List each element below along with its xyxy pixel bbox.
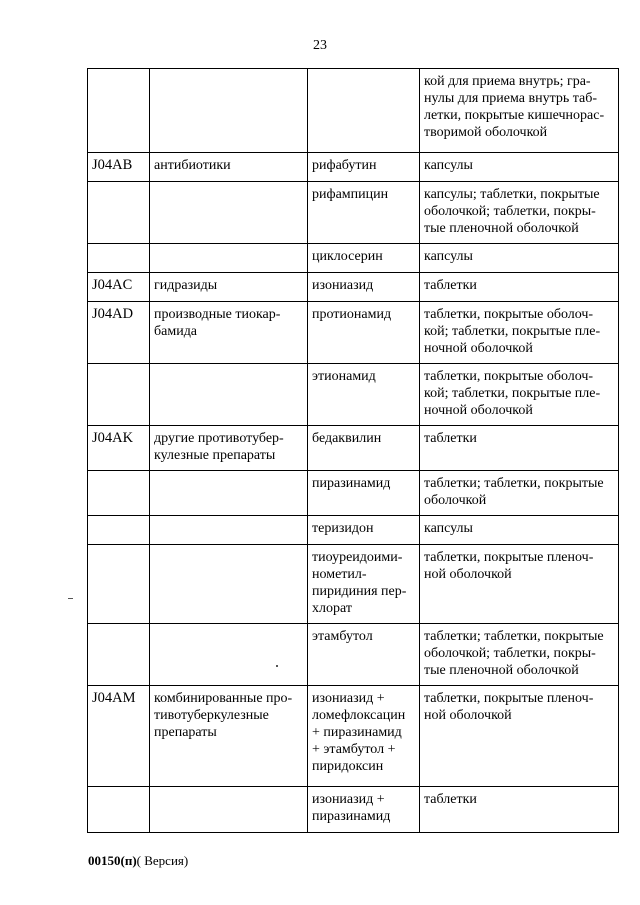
cell-form: таблетки, покрытые пленоч- ной оболочкой — [420, 545, 619, 624]
cell-drug: этионамид — [308, 364, 420, 426]
table-row — [88, 182, 619, 244]
cell-code — [88, 244, 150, 273]
cell-form: таблетки, покрытые оболоч- кой; таблетки, покрытые пле- ночной оболочкой — [420, 364, 619, 426]
cell-form: капсулы; таблетки, покрытые оболочкой; таблетки, покры- тые пленочной оболочкой — [420, 182, 619, 244]
table-row — [88, 471, 619, 516]
cell-group: антибиотики — [150, 153, 308, 182]
cell-code — [88, 69, 150, 153]
cell-drug: тиоуреидоими- нометил- пиридиния пер- хлорат — [308, 545, 420, 624]
cell-code — [88, 364, 150, 426]
cell-drug: рифабутин — [308, 153, 420, 182]
cell-form: таблетки — [420, 273, 619, 302]
cell-code — [88, 516, 150, 545]
drug-table — [87, 68, 619, 833]
cell-group — [150, 516, 308, 545]
cell-group — [150, 787, 308, 833]
cell-form: капсулы — [420, 516, 619, 545]
cell-form: капсулы — [420, 244, 619, 273]
cell-code — [88, 471, 150, 516]
cell-group: гидразиды — [150, 273, 308, 302]
footer-code: 00150(п) — [88, 853, 137, 868]
cell-form: капсулы — [420, 153, 619, 182]
table-row — [88, 244, 619, 273]
page-number: 23 — [313, 38, 327, 53]
cell-group — [150, 69, 308, 153]
cell-form: таблетки — [420, 426, 619, 471]
cell-drug: теризидон — [308, 516, 420, 545]
cell-form: таблетки; таблетки, покрытые оболочкой — [420, 471, 619, 516]
cell-code: J04AK — [88, 426, 150, 471]
cell-drug: рифампицин — [308, 182, 420, 244]
cell-form: таблетки; таблетки, покрытые оболочкой; таблетки, покры- тые пленочной оболочкой — [420, 624, 619, 686]
cell-group — [150, 471, 308, 516]
table-row — [88, 624, 619, 686]
cell-code — [88, 182, 150, 244]
table-row — [88, 153, 619, 182]
cell-drug: изониазид + пиразинамид — [308, 787, 420, 833]
table-row — [88, 364, 619, 426]
table-row — [88, 426, 619, 471]
table-row — [88, 686, 619, 787]
cell-drug: этамбутол — [308, 624, 420, 686]
table-row — [88, 273, 619, 302]
scan-speck — [276, 665, 278, 667]
cell-code — [88, 624, 150, 686]
table-row — [88, 302, 619, 364]
table-row — [88, 69, 619, 153]
cell-drug: бедаквилин — [308, 426, 420, 471]
cell-code: J04AM — [88, 686, 150, 787]
cell-drug: протионамид — [308, 302, 420, 364]
cell-code: J04AD — [88, 302, 150, 364]
cell-drug: изониазид + ломефлоксацин + пиразинамид + этамбутол + пиридоксин — [308, 686, 420, 787]
cell-group: другие противотубер- кулезные препараты — [150, 426, 308, 471]
cell-drug — [308, 69, 420, 153]
footer-label: ( Версия) — [136, 853, 189, 868]
table-row — [88, 545, 619, 624]
cell-form: таблетки — [420, 787, 619, 833]
cell-group — [150, 182, 308, 244]
cell-drug: изониазид — [308, 273, 420, 302]
cell-group — [150, 624, 308, 686]
cell-group: комбинированные про- тивотуберкулезные препараты — [150, 686, 308, 787]
cell-group — [150, 244, 308, 273]
cell-group — [150, 545, 308, 624]
cell-code: J04AC — [88, 273, 150, 302]
cell-form: кой для приема внутрь; гра- нулы для приема внутрь таб- летки, покрытые кишечнорас- творимой оболочкой — [420, 69, 619, 153]
cell-code: J04AB — [88, 153, 150, 182]
footer — [88, 853, 188, 869]
cell-group — [150, 364, 308, 426]
cell-form: таблетки, покрытые пленоч- ной оболочкой — [420, 686, 619, 787]
cell-drug: пиразинамид — [308, 471, 420, 516]
cell-code — [88, 545, 150, 624]
cell-form: таблетки, покрытые оболоч- кой; таблетки, покрытые пле- ночной оболочкой — [420, 302, 619, 364]
table-row — [88, 787, 619, 833]
cell-code — [88, 787, 150, 833]
table-row — [88, 516, 619, 545]
scan-speck — [68, 598, 73, 599]
cell-drug: циклосерин — [308, 244, 420, 273]
cell-group: производные тиокар- бамида — [150, 302, 308, 364]
